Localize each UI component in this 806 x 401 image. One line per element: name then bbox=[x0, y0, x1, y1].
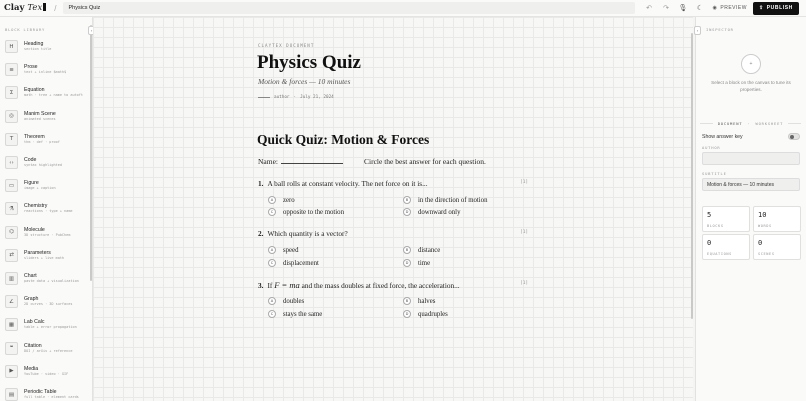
block-library-heading: BLOCK LIBRARY bbox=[5, 27, 46, 32]
question-text: and the mass doubles at fixed force, the acceleration... bbox=[301, 281, 460, 290]
sidebar-item-description: 3D structure · PubChem bbox=[24, 232, 71, 237]
upload-icon: ⇪ bbox=[758, 5, 764, 11]
sidebar-item-description: reactions · type + name bbox=[24, 209, 73, 214]
sidebar-item-molecule[interactable] bbox=[5, 226, 70, 239]
option-1d[interactable] bbox=[403, 208, 460, 216]
author-input[interactable] bbox=[702, 152, 800, 165]
block-library-sidebar bbox=[0, 17, 93, 401]
chevron-left-icon: ‹ bbox=[90, 28, 93, 33]
option-letter: D bbox=[403, 259, 411, 267]
sidebar-item-description: sliders + live math bbox=[24, 255, 65, 260]
option-letter: A bbox=[268, 297, 276, 305]
option-1c[interactable] bbox=[268, 208, 344, 216]
document-title-field[interactable] bbox=[63, 2, 635, 14]
sidebar-item-text bbox=[24, 110, 56, 122]
sidebar-item-label: Periodic Table bbox=[24, 389, 57, 395]
scene-icon: ◎ bbox=[5, 110, 18, 123]
stat-label: EQUATIONS bbox=[707, 252, 732, 256]
document-date[interactable]: July 21, 2024 bbox=[300, 95, 334, 100]
tab-separator: · bbox=[747, 121, 751, 126]
sidebar-scrollbar[interactable] bbox=[90, 25, 92, 281]
author-field-label: AUTHOR bbox=[702, 145, 721, 150]
quiz-heading[interactable]: Quick Quiz: Motion & Forces bbox=[257, 132, 430, 147]
sidebar-item-periodic-table[interactable] bbox=[5, 388, 79, 401]
option-2d[interactable] bbox=[403, 259, 430, 267]
eye-icon: ◉ bbox=[712, 5, 718, 11]
sidebar-item-label: Citation bbox=[24, 342, 42, 349]
moon-icon: ☾ bbox=[696, 5, 704, 12]
option-text: speed bbox=[283, 246, 299, 254]
sidebar-item-label: Heading bbox=[24, 41, 44, 47]
stat-value: 5 bbox=[707, 211, 712, 219]
sidebar-item-label: Parameters bbox=[24, 249, 51, 256]
tab-worksheet[interactable]: WORKSHEET bbox=[755, 121, 784, 126]
sidebar-item-text bbox=[24, 202, 72, 214]
empty-selection-icon: + bbox=[741, 54, 761, 74]
question-text: If bbox=[267, 281, 273, 290]
question-2[interactable] bbox=[258, 229, 348, 238]
sidebar-item-text bbox=[24, 365, 68, 377]
document-canvas[interactable] bbox=[90, 17, 693, 401]
option-1b[interactable] bbox=[403, 196, 487, 204]
question-1[interactable] bbox=[258, 179, 428, 188]
sidebar-item-label: Prose bbox=[24, 64, 38, 71]
option-text: doubles bbox=[283, 297, 305, 305]
canvas-scrollbar[interactable] bbox=[691, 33, 693, 319]
sidebar-item-text bbox=[24, 249, 64, 261]
question-number: 1. bbox=[258, 179, 264, 188]
sidebar-item-citation[interactable] bbox=[5, 342, 72, 355]
option-text: quadruples bbox=[418, 310, 448, 318]
sidebar-item-label: Theorem bbox=[24, 133, 45, 140]
sidebar-item-text bbox=[24, 295, 72, 307]
quote-icon: ❝ bbox=[5, 342, 18, 355]
inspector-help-text: Select a block on the canvas to tune its properties. bbox=[711, 80, 791, 92]
sidebar-item-label: Lab Calc bbox=[24, 319, 45, 326]
sidebar-item-theorem[interactable] bbox=[5, 133, 60, 146]
author-label[interactable]: author bbox=[274, 95, 290, 100]
option-1a[interactable] bbox=[268, 196, 295, 204]
sidebar-item-description: math · tree + name to autoft bbox=[24, 93, 84, 98]
option-letter: D bbox=[403, 310, 411, 318]
code-icon: ‹› bbox=[5, 156, 18, 169]
stat-label: BLOCKS bbox=[707, 224, 724, 228]
document-title: Physics Quiz bbox=[68, 5, 101, 11]
publish-button[interactable] bbox=[753, 2, 799, 15]
sidebar-item-description: paste data + visualization bbox=[24, 279, 79, 283]
sidebar-item-description: full table · element cards bbox=[24, 395, 79, 399]
app-logo[interactable]: Clay Tex bbox=[4, 3, 46, 13]
stat-value: 10 bbox=[758, 211, 767, 219]
option-2b[interactable] bbox=[403, 246, 440, 254]
option-text: displacement bbox=[283, 259, 319, 267]
sidebar-item-equation[interactable] bbox=[5, 86, 83, 99]
subtitle-field-label: SUBTITLE bbox=[702, 171, 727, 176]
breadcrumb-separator: / bbox=[54, 3, 57, 13]
preview-label: PREVIEW bbox=[720, 5, 747, 11]
sidebar-item-text bbox=[24, 342, 72, 354]
sidebar-item-text bbox=[24, 133, 60, 145]
chart-icon: ▥ bbox=[5, 272, 18, 285]
sidebar-item-manim-scene[interactable] bbox=[5, 110, 56, 123]
name-label: Name: bbox=[258, 157, 278, 166]
sidebar-item-description: section title bbox=[24, 47, 52, 51]
sidebar-item-text bbox=[24, 388, 79, 400]
meta-dash bbox=[258, 97, 270, 98]
option-3d[interactable] bbox=[403, 310, 448, 318]
sidebar-item-text bbox=[24, 272, 79, 284]
sidebar-item-chart[interactable] bbox=[5, 272, 79, 285]
meta-separator: · bbox=[293, 95, 297, 100]
question-3-marks: [1] bbox=[520, 281, 529, 286]
sidebar-item-text bbox=[24, 179, 56, 191]
sidebar-item-parameters[interactable] bbox=[5, 249, 64, 262]
stat-equations bbox=[702, 234, 750, 260]
graph-icon: ∠ bbox=[5, 295, 18, 308]
sidebar-item-chemistry[interactable] bbox=[5, 202, 72, 215]
microphone-icon: 🎙 bbox=[678, 5, 688, 12]
sidebar-item-lab-calc[interactable] bbox=[5, 318, 77, 331]
option-2a[interactable] bbox=[268, 246, 298, 254]
option-3a[interactable] bbox=[268, 297, 304, 305]
option-letter: C bbox=[268, 310, 276, 318]
inspector-tabs bbox=[700, 121, 801, 126]
option-letter: B bbox=[403, 196, 411, 204]
sidebar-item-graph[interactable] bbox=[5, 295, 72, 308]
stat-value: 0 bbox=[707, 239, 712, 247]
option-3c[interactable] bbox=[268, 310, 322, 318]
inspector-heading: INSPECTOR bbox=[706, 27, 734, 32]
top-bar bbox=[0, 0, 806, 17]
microphone-button[interactable] bbox=[675, 0, 692, 17]
name-blank bbox=[281, 157, 343, 164]
sidebar-item-prose[interactable] bbox=[5, 63, 66, 76]
sidebar-item-text bbox=[24, 156, 62, 168]
question-text: A ball rolls at constant velocity. The net force on it is... bbox=[267, 179, 428, 188]
sidebar-item-text bbox=[24, 318, 77, 330]
option-letter: C bbox=[268, 208, 276, 216]
answer-key-toggle[interactable] bbox=[788, 133, 800, 140]
tab-divider bbox=[788, 123, 801, 124]
prose-icon: ≡ bbox=[5, 63, 18, 76]
question-formula: F = ma bbox=[274, 280, 300, 290]
question-number: 3. bbox=[258, 281, 264, 290]
tab-document[interactable]: DOCUMENT bbox=[717, 121, 743, 126]
sidebar-item-description: syntax highlighted bbox=[24, 163, 62, 167]
theme-toggle-button[interactable] bbox=[692, 0, 709, 17]
sidebar-item-label: Graph bbox=[24, 296, 39, 303]
option-letter: D bbox=[403, 208, 411, 216]
sidebar-item-description: 2D curves · 3D surfaces bbox=[24, 302, 73, 307]
sidebar-item-description: text + inline $math$ bbox=[24, 70, 67, 75]
sidebar-item-code[interactable] bbox=[5, 156, 62, 169]
sidebar-item-description: table + error propagation bbox=[24, 325, 77, 330]
document-meta bbox=[258, 95, 334, 100]
subtitle-input[interactable]: Motion & forces — 10 minutes bbox=[702, 178, 800, 191]
sidebar-item-label: Manim Scene bbox=[24, 110, 56, 117]
sidebar-item-label: Chemistry bbox=[24, 203, 48, 210]
media-icon: ▶ bbox=[5, 365, 18, 378]
redo-button[interactable] bbox=[658, 0, 675, 17]
undo-button[interactable] bbox=[641, 0, 658, 17]
option-text: opposite to the motion bbox=[283, 208, 344, 216]
sidebar-item-text bbox=[24, 226, 70, 238]
option-letter: A bbox=[268, 196, 276, 204]
sigma-icon: Σ bbox=[5, 86, 18, 99]
sidebar-item-label: Equation bbox=[24, 87, 45, 94]
option-text: time bbox=[418, 259, 431, 267]
sidebar-item-label: Molecule bbox=[24, 226, 45, 233]
option-text: in the direction of motion bbox=[418, 196, 488, 204]
question-text: Which quantity is a vector? bbox=[267, 229, 348, 238]
sidebar-item-figure[interactable] bbox=[5, 179, 56, 192]
page-subtitle[interactable]: Motion & forces — 10 minutes bbox=[258, 77, 351, 86]
option-letter: A bbox=[268, 246, 276, 254]
stat-value: 0 bbox=[758, 239, 763, 247]
sidebar-item-text bbox=[24, 63, 66, 75]
document-eyebrow: CLAYTEX DOCUMENT bbox=[258, 43, 315, 48]
stat-label: SCENES bbox=[758, 252, 775, 256]
sidebar-item-media[interactable] bbox=[5, 365, 68, 378]
stat-blocks bbox=[702, 206, 750, 232]
sidebar-item-heading[interactable] bbox=[5, 40, 51, 53]
quiz-instructions: Circle the best answer for each question. bbox=[364, 157, 486, 166]
answer-key-row bbox=[702, 133, 800, 140]
option-text: downward only bbox=[418, 208, 461, 216]
tab-divider bbox=[700, 123, 713, 124]
publish-label: PUBLISH bbox=[766, 5, 793, 11]
sidebar-item-description: thm · def · proof bbox=[24, 139, 60, 144]
sidebar-item-description: DOI / arXiv + reference bbox=[24, 348, 73, 353]
stat-scenes bbox=[753, 234, 801, 260]
question-3[interactable] bbox=[258, 280, 460, 290]
sidebar-item-label: Figure bbox=[24, 180, 39, 187]
sidebar-item-label: Code bbox=[24, 157, 37, 163]
option-text: stays the same bbox=[283, 310, 323, 318]
answer-key-label: Show answer key bbox=[702, 133, 743, 140]
option-2c[interactable] bbox=[268, 259, 319, 267]
name-line bbox=[258, 157, 343, 166]
option-3b[interactable] bbox=[403, 297, 435, 305]
option-letter: C bbox=[268, 259, 276, 267]
option-text: zero bbox=[283, 196, 295, 204]
sidebar-item-text bbox=[24, 86, 83, 98]
sliders-icon: ⇄ bbox=[5, 249, 18, 262]
sidebar-item-description: YouTube · video · GIF bbox=[24, 371, 69, 376]
option-letter: B bbox=[403, 297, 411, 305]
option-text: distance bbox=[418, 246, 441, 254]
question-number: 2. bbox=[258, 229, 264, 238]
sidebar-item-label: Media bbox=[24, 365, 39, 372]
collapse-inspector-button[interactable] bbox=[694, 26, 701, 35]
question-2-marks: [1] bbox=[520, 230, 529, 235]
sidebar-item-description: image + caption bbox=[24, 186, 56, 191]
question-1-marks: [1] bbox=[520, 180, 529, 185]
undo-icon: ↶ bbox=[646, 5, 652, 12]
theorem-icon: T bbox=[5, 133, 18, 146]
calculator-icon: ▦ bbox=[5, 318, 18, 331]
page-title[interactable]: Physics Quiz bbox=[257, 52, 361, 73]
image-icon: ▭ bbox=[5, 179, 18, 192]
sidebar-item-text bbox=[24, 40, 51, 52]
redo-icon: ↷ bbox=[663, 5, 669, 12]
preview-button[interactable] bbox=[713, 5, 747, 11]
chevron-right-icon: › bbox=[696, 28, 699, 33]
sidebar-item-label: Chart bbox=[24, 273, 37, 279]
molecule-icon: ⌬ bbox=[5, 226, 18, 239]
stat-label: WORDS bbox=[758, 224, 772, 228]
sidebar-item-description: animated scenes bbox=[24, 116, 56, 121]
heading-icon: H bbox=[5, 40, 18, 53]
option-letter: B bbox=[403, 246, 411, 254]
table-icon: ▤ bbox=[5, 388, 18, 401]
option-text: halves bbox=[418, 297, 436, 305]
flask-icon: ⚗ bbox=[5, 202, 18, 215]
stat-words bbox=[753, 206, 801, 232]
